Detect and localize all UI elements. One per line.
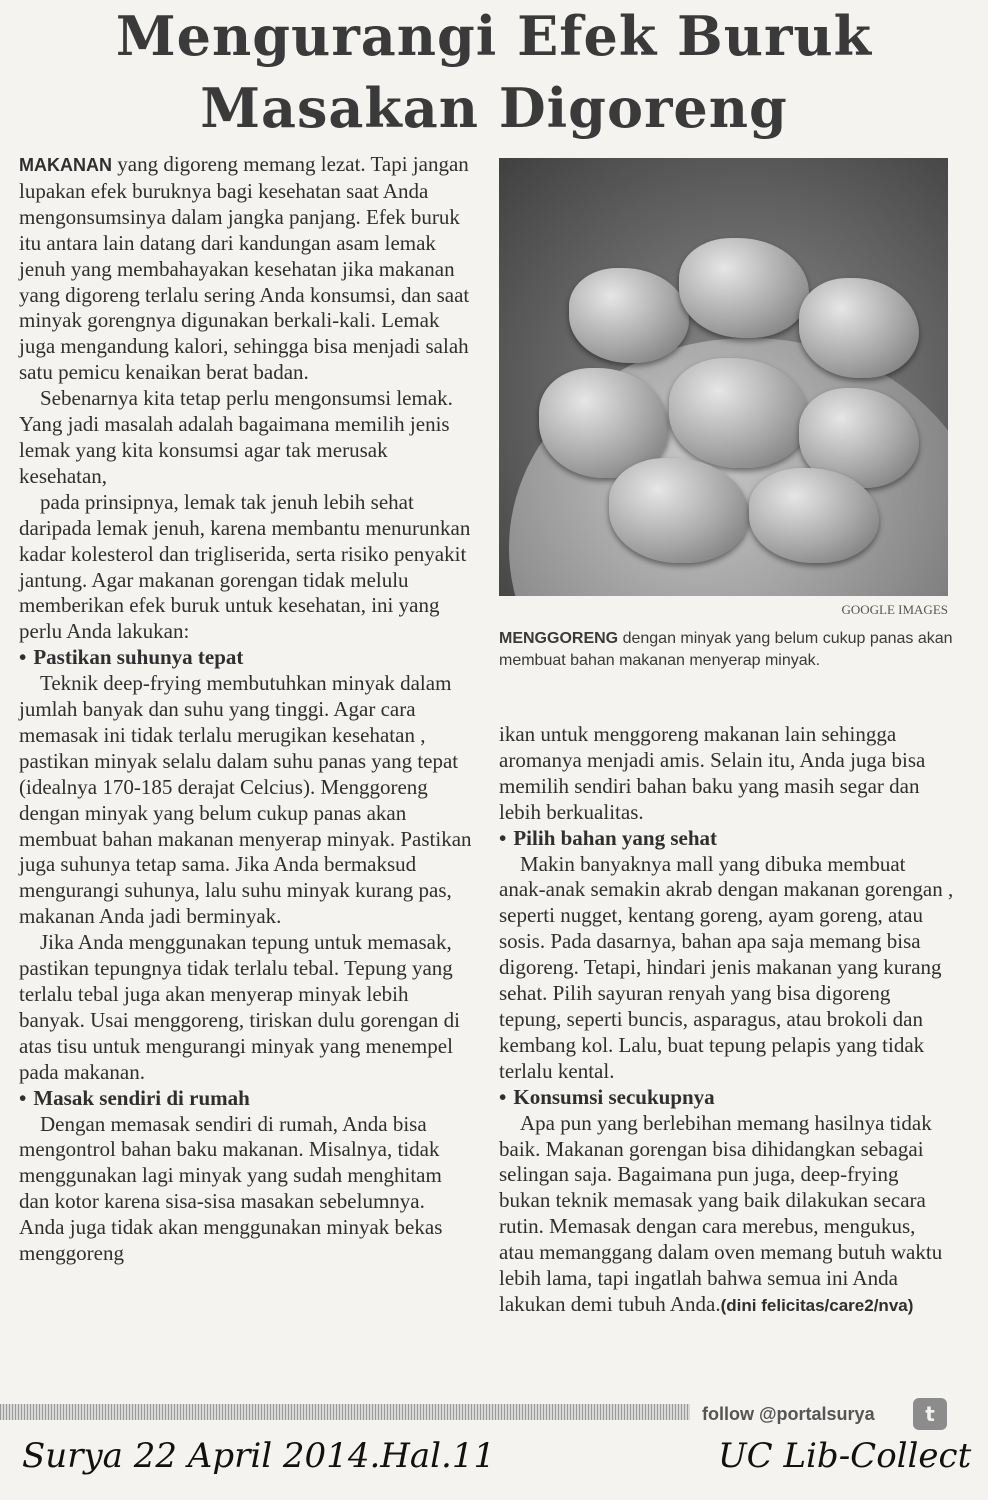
title-line-2: Masakan Digoreng [200, 76, 788, 140]
photo-credit: GOOGLE IMAGES [841, 602, 948, 617]
paragraph-9 [499, 1111, 954, 1319]
fried-piece [569, 268, 689, 363]
paragraph-9-text: Apa pun yang berlebihan memang hasilnya tidak baik. Makanan gorengan bisa dihidangkan sebagai selingan saja. Bagaimana pun juga, deep-frying bukan teknik memasak yang baik dilakukan secara rutin. Memasak dengan cara merebus, mengukus, atau memanggang dalam oven memang butuh waktu lebih lama, tapi ingatlah bahwa semua ini Anda lakukan demi tubuh Anda. [499, 1110, 943, 1316]
paragraph-8: Makin banyaknya mall yang dibuka membuat anak-anak semakin akrab dengan makanan gorengan , seperti nugget, kentang goreng, ayam goreng, atau sosis. Pada dasarnya, bahan apa saja memang bisa digoreng. Tetapi, hindari jenis makanan yang kurang sehat. Pilih sayuran renyah yang bisa digoreng tepung, seperti buncis, asparagus, atau brokoli dan kembang kol. Lalu, buat tepung pelapis yang tidak terlalu kental. [499, 851, 954, 1083]
fried-food-photo [499, 158, 948, 596]
subheading-consume-moderately: • Konsumsi secukupnya [499, 1085, 954, 1111]
right-column [499, 722, 954, 1319]
paragraph-3: pada prinsipnya, lemak tak jenuh lebih sehat daripada lemak jenuh, karena membantu menurunkan kadar kolesterol dan trigliserida, serta risiko penyakit jantung. Agar makanan gorengan tidak melulu memberikan efek buruk untuk kesehatan, ini yang perlu Anda lakukan: [19, 489, 471, 644]
paragraph-5: Jika Anda menggunakan tepung untuk memasak, pastikan tepungnya tidak terlalu tebal. Tepung yang terlalu tebal juga akan menyerap minyak lebih banyak. Usai menggoreng, tiriskan dulu gorengan di atas tisu untuk mengurangi minyak yang menempel pada makanan. [19, 930, 460, 1084]
caption-lead: MENGGORENG [499, 630, 619, 647]
subheading-cook-at-home: • Masak sendiri di rumah [19, 1086, 474, 1112]
byline: (dini felicitas/care2/nva) [720, 1295, 914, 1315]
paragraph-7: ikan untuk menggoreng makanan lain sehingga aromanya menjadi amis. Selain itu, Anda juga bisa memilih sendiri bahan baku yang masih segar dan lebih berkualitas. [499, 722, 926, 824]
paragraph-4: Teknik deep-frying membutuhkan minyak dalam jumlah banyak dan suhu yang tinggi. Agar cara memasak ini tidak terlalu merugikan kesehatan , pastikan minyak selalu dalam suhu panas yang tepat (idealnya 170-185 derajat Celcius). Menggoreng dengan minyak yang belum cukup panas akan membuat bahan makanan menyerap minyak. Pastikan juga suhunya tetap sama. Jika Anda bermaksud mengurangi suhunya, lalu suhu minyak kurang pas, makanan Anda jadi berminyak. [19, 671, 472, 929]
footer-rule [0, 1404, 690, 1420]
subheading-temperature: • Pastikan suhunya tepat [19, 645, 474, 671]
article-title [0, 0, 988, 144]
paragraph-6: Dengan memasak sendiri di rumah, Anda bisa mengontrol bahan baku makanan. Misalnya, tidak menggunakan lagi minyak yang sudah menghitam dan kotor karena sisa-sisa masakan sebelumnya. Anda juga tidak akan menggunakan minyak bekas menggoreng [19, 1111, 443, 1266]
subheading-healthy-ingredients: • Pilih bahan yang sehat [499, 826, 954, 852]
paragraph-1 [19, 152, 474, 386]
twitter-icon: t [913, 1398, 947, 1430]
photo-caption [499, 628, 954, 672]
title-line-1: Mengurangi Efek Buruk [115, 4, 873, 68]
left-column [19, 152, 474, 1267]
follow-link[interactable]: follow @portalsurya [702, 1404, 875, 1424]
fried-piece [799, 278, 919, 378]
source-note: Surya 22 April 2014.Hal.11 [22, 1436, 496, 1476]
lead-word: MAKANAN [19, 155, 112, 175]
paragraph-1-text: yang digoreng memang lezat. Tapi jangan lupakan efek buruknya bagi kesehatan saat Anda mengonsumsinya dalam jangka panjang. Efek buruk itu antara lain datang dari kandungan asam lemak jenuh yang membahayakan kesehatan jika makanan yang digoreng terlalu sering Anda konsumsi, dan saat minyak gorengnya digunakan berkali-kali. Lemak juga mengandung kalori, sehingga bisa menjadi salah satu pemicu kenaikan berat badan. [19, 152, 470, 385]
fried-piece [679, 238, 809, 338]
paragraph-2: Sebenarnya kita tetap perlu mengonsumsi lemak. Yang jadi masalah adalah bagaimana memilih jenis lemak yang kita konsumsi agar tak merusak kesehatan, [19, 386, 453, 488]
caption-text: dengan minyak yang belum cukup panas akan membuat bahan makanan menyerap minyak. [499, 630, 953, 669]
collection-note: UC Lib-Collect [718, 1436, 972, 1476]
